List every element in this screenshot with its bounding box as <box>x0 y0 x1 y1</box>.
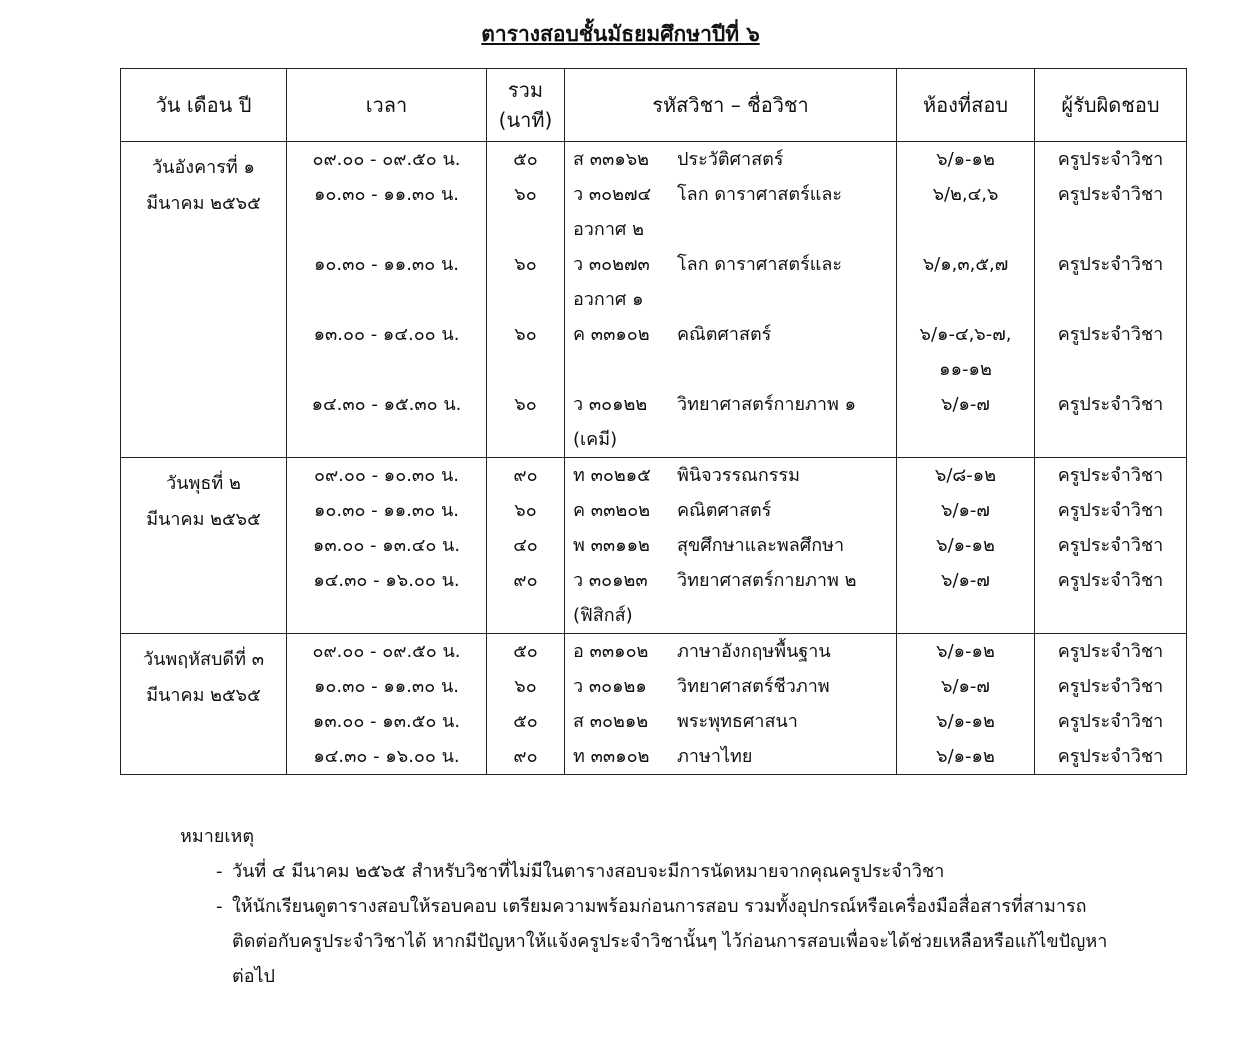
note-text-line1: ให้นักเรียนดูตารางสอบให้รอบคอบ เตรียมความพร้อมก่อนการสอบ รวมทั้งอุปกรณ์หรือเครื่องมือสื่อสารที่สามารถ <box>232 896 1087 917</box>
exam-responsible: ครูประจำวิชา <box>1057 641 1164 662</box>
exam-minutes: ๖๐ <box>514 394 537 415</box>
time-cell <box>287 458 487 634</box>
spacer <box>487 352 564 387</box>
note-bullet: - <box>216 896 223 917</box>
exam-subject <box>565 177 896 212</box>
subject-code: ว ๓๐๒๗๓ <box>573 254 650 275</box>
responsible-cell <box>1035 458 1187 634</box>
subject-name: สุขศึกษาและพลศึกษา <box>677 535 845 556</box>
day-month-year: มีนาคม ๒๕๖๕ <box>146 685 261 706</box>
exam-time: ๐๙.๐๐ - ๑๐.๓๐ น. <box>314 465 459 486</box>
exam-minutes: ๙๐ <box>513 465 538 486</box>
exam-subject <box>565 563 896 598</box>
day-date-cell <box>121 142 287 458</box>
subject-name: ภาษาไทย <box>677 746 753 767</box>
spacer <box>287 212 486 247</box>
exam-subject <box>565 493 896 528</box>
exam-time: ๑๓.๐๐ - ๑๓.๕๐ น. <box>312 711 461 732</box>
exam-subject <box>565 458 896 493</box>
spacer <box>897 212 1034 247</box>
header-subject: รหัสวิชา – ชื่อวิชา <box>565 69 897 142</box>
day-row <box>121 634 1187 775</box>
day-row <box>121 142 1187 458</box>
subject-cell <box>565 458 897 634</box>
room-cell <box>897 142 1035 458</box>
day-date-cell <box>121 634 287 775</box>
exam-minutes: ๕๐ <box>513 641 538 662</box>
spacer <box>1035 282 1186 317</box>
exam-responsible: ครูประจำวิชา <box>1057 324 1164 345</box>
day-weekday: วันพฤหัสบดีที่ ๓ <box>142 649 265 670</box>
spacer <box>487 282 564 317</box>
room-cell <box>897 458 1035 634</box>
header-room: ห้องที่สอบ <box>897 69 1035 142</box>
exam-responsible: ครูประจำวิชา <box>1057 184 1164 205</box>
note-bullet: - <box>216 861 223 882</box>
day-weekday: วันอังคารที่ ๑ <box>152 157 255 178</box>
spacer <box>487 598 564 633</box>
exam-time: ๑๓.๐๐ - ๑๓.๔๐ น. <box>312 535 461 556</box>
exam-responsible: ครูประจำวิชา <box>1057 676 1164 697</box>
subject-code: ว ๓๐๒๗๔ <box>573 184 652 205</box>
exam-room: ๖/๘-๑๒ <box>934 465 997 486</box>
exam-minutes: ๖๐ <box>514 254 537 275</box>
exam-room: ๖/๑-๔,๖-๗, <box>919 324 1012 345</box>
exam-room: ๖/๒,๔,๖ <box>932 184 999 205</box>
exam-time: ๑๔.๓๐ - ๑๕.๓๐ น. <box>311 394 462 415</box>
exam-minutes: ๔๐ <box>513 535 538 556</box>
exam-responsible: ครูประจำวิชา <box>1057 570 1164 591</box>
day-date-cell <box>121 458 287 634</box>
spacer <box>287 282 486 317</box>
exam-responsible: ครูประจำวิชา <box>1057 254 1164 275</box>
subject-code: ท ๓๓๑๐๒ <box>573 746 650 767</box>
subject-code: ค ๓๓๒๐๒ <box>573 500 651 521</box>
exam-room: ๖/๑,๓,๕,๗ <box>922 254 1009 275</box>
exam-subject <box>565 317 896 352</box>
subject-name: วิทยาศาสตร์กายภาพ ๑ <box>677 394 857 415</box>
header-responsible: ผู้รับผิดชอบ <box>1035 69 1187 142</box>
exam-responsible: ครูประจำวิชา <box>1057 500 1164 521</box>
exam-room: ๖/๑-๗ <box>941 394 990 415</box>
exam-responsible: ครูประจำวิชา <box>1057 535 1164 556</box>
note-text-line2: ติดต่อกับครูประจำวิชาได้ หากมีปัญหาให้แจ้งครูประจำวิชานั้นๆ ไว้ก่อนการสอบเพื่อจะได้ช่วยเหลือหรือแก้ไขปัญหา <box>232 931 1108 952</box>
exam-minutes: ๕๐ <box>513 149 538 170</box>
day-month-year: มีนาคม ๒๕๖๕ <box>146 509 261 530</box>
exam-responsible: ครูประจำวิชา <box>1057 394 1164 415</box>
spacer <box>897 422 1034 457</box>
exam-subject <box>565 247 896 282</box>
exam-responsible: ครูประจำวิชา <box>1057 465 1164 486</box>
day-weekday: วันพุธที่ ๒ <box>166 473 241 494</box>
exam-responsible: ครูประจำวิชา <box>1057 746 1164 767</box>
exam-room: ๖/๑-๗ <box>941 570 990 591</box>
exam-time: ๑๔.๓๐ - ๑๖.๐๐ น. <box>313 570 460 591</box>
spacer <box>897 282 1034 317</box>
header-total <box>487 69 565 142</box>
header-total-line1: รวม <box>507 78 544 102</box>
exam-minutes: ๖๐ <box>514 324 537 345</box>
spacer <box>287 598 486 633</box>
subject-name: คณิตศาสตร์ <box>677 500 772 521</box>
exam-minutes: ๖๐ <box>514 184 537 205</box>
day-month-year: มีนาคม ๒๕๖๕ <box>146 193 261 214</box>
spacer <box>287 352 486 387</box>
exam-time: ๑๐.๓๐ - ๑๑.๓๐ น. <box>314 254 459 275</box>
spacer <box>1035 422 1186 457</box>
exam-responsible: ครูประจำวิชา <box>1057 711 1164 732</box>
note-text-line3: ต่อไป <box>232 966 275 987</box>
exam-subject <box>565 142 896 177</box>
subject-name: คณิตศาสตร์ <box>677 324 772 345</box>
subject-code: ส ๓๓๑๖๒ <box>573 149 650 170</box>
notes-heading: หมายเหตุ <box>180 826 255 847</box>
exam-room: ๖/๑-๗ <box>941 676 990 697</box>
header-date: วัน เดือน ปี <box>121 69 287 142</box>
minutes-cell <box>487 634 565 775</box>
subject-name-cont: อวกาศ ๒ <box>573 219 644 240</box>
exam-room: ๖/๑-๑๒ <box>936 711 995 732</box>
subject-name: วิทยาศาสตร์กายภาพ ๒ <box>677 570 857 591</box>
exam-time: ๑๔.๓๐ - ๑๖.๐๐ น. <box>313 746 460 767</box>
subject-cell <box>565 142 897 458</box>
note-item-2 <box>180 889 1180 994</box>
spacer <box>1035 212 1186 247</box>
exam-subject <box>565 528 896 563</box>
exam-responsible: ครูประจำวิชา <box>1057 149 1164 170</box>
table-body <box>121 142 1187 775</box>
responsible-cell <box>1035 142 1187 458</box>
exam-subject <box>565 387 896 422</box>
responsible-cell <box>1035 634 1187 775</box>
subject-name: ภาษาอังกฤษพื้นฐาน <box>677 641 831 662</box>
subject-cell <box>565 634 897 775</box>
header-total-line2: (นาที) <box>498 108 553 132</box>
exam-time: ๑๐.๓๐ - ๑๑.๓๐ น. <box>314 184 459 205</box>
exam-room: ๖/๑-๑๒ <box>936 641 995 662</box>
notes-section <box>180 820 1180 994</box>
subject-name-cont: อวกาศ ๑ <box>573 289 644 310</box>
subject-name: ประวัติศาสตร์ <box>677 149 784 170</box>
header-time: เวลา <box>287 69 487 142</box>
exam-room: ๖/๑-๑๒ <box>936 746 995 767</box>
spacer <box>565 352 896 387</box>
subject-code: ค ๓๓๑๐๒ <box>573 324 650 345</box>
exam-minutes: ๙๐ <box>513 746 538 767</box>
exam-room: ๖/๑-๑๒ <box>936 535 995 556</box>
exam-minutes: ๖๐ <box>514 500 537 521</box>
note-text: วันที่ ๔ มีนาคม ๒๕๖๕ สำหรับวิชาที่ไม่มีในตารางสอบจะมีการนัดหมายจากคุณครูประจำวิชา <box>232 861 945 882</box>
spacer <box>287 422 486 457</box>
time-cell <box>287 634 487 775</box>
exam-subject <box>565 739 896 774</box>
subject-code: ส ๓๐๒๑๒ <box>573 711 649 732</box>
exam-schedule-table <box>120 68 1187 775</box>
spacer <box>897 598 1034 633</box>
exam-time: ๐๙.๐๐ - ๐๙.๕๐ น. <box>312 149 461 170</box>
subject-name: วิทยาศาสตร์ชีวภาพ <box>677 676 830 697</box>
spacer <box>487 212 564 247</box>
exam-subject <box>565 704 896 739</box>
document-title: ตารางสอบชั้นมัธยมศึกษาปีที่ ๖ <box>481 22 760 46</box>
subject-code: อ ๓๓๑๐๒ <box>573 641 649 662</box>
exam-minutes: ๙๐ <box>513 570 538 591</box>
exam-subject <box>565 669 896 704</box>
subject-code: พ ๓๓๑๑๒ <box>573 535 650 556</box>
subject-name: โลก ดาราศาสตร์และ <box>677 254 843 275</box>
exam-room: ๖/๑-๑๒ <box>936 149 995 170</box>
time-cell <box>287 142 487 458</box>
subject-code: ว ๓๐๑๒๓ <box>573 570 648 591</box>
exam-subject <box>565 634 896 669</box>
subject-name-cont: (ฟิสิกส์) <box>573 605 633 626</box>
exam-time: ๐๙.๐๐ - ๐๙.๕๐ น. <box>312 641 461 662</box>
exam-minutes: ๖๐ <box>514 676 537 697</box>
subject-code: ว ๓๐๑๒๑ <box>573 676 647 697</box>
room-cell <box>897 634 1035 775</box>
note-item-1 <box>180 854 1180 889</box>
minutes-cell <box>487 142 565 458</box>
subject-code: ท ๓๐๒๑๕ <box>573 465 651 486</box>
exam-time: ๑๓.๐๐ - ๑๔.๐๐ น. <box>313 324 460 345</box>
day-row <box>121 458 1187 634</box>
subject-name: โลก ดาราศาสตร์และ <box>677 184 843 205</box>
exam-time: ๑๐.๓๐ - ๑๑.๓๐ น. <box>314 676 459 697</box>
subject-name: พระพุทธศาสนา <box>677 711 798 732</box>
exam-time: ๑๐.๓๐ - ๑๑.๓๐ น. <box>314 500 459 521</box>
subject-code: ว ๓๐๑๒๒ <box>573 394 648 415</box>
exam-room-cont: ๑๑-๑๒ <box>939 359 992 380</box>
subject-name-cont: (เคมี) <box>573 429 618 450</box>
table-header-row <box>121 69 1187 142</box>
spacer <box>1035 352 1186 387</box>
exam-room: ๖/๑-๗ <box>941 500 990 521</box>
subject-name: พินิจวรรณกรรม <box>677 465 800 486</box>
spacer <box>1035 598 1186 633</box>
exam-minutes: ๕๐ <box>513 711 538 732</box>
minutes-cell <box>487 458 565 634</box>
spacer <box>487 422 564 457</box>
